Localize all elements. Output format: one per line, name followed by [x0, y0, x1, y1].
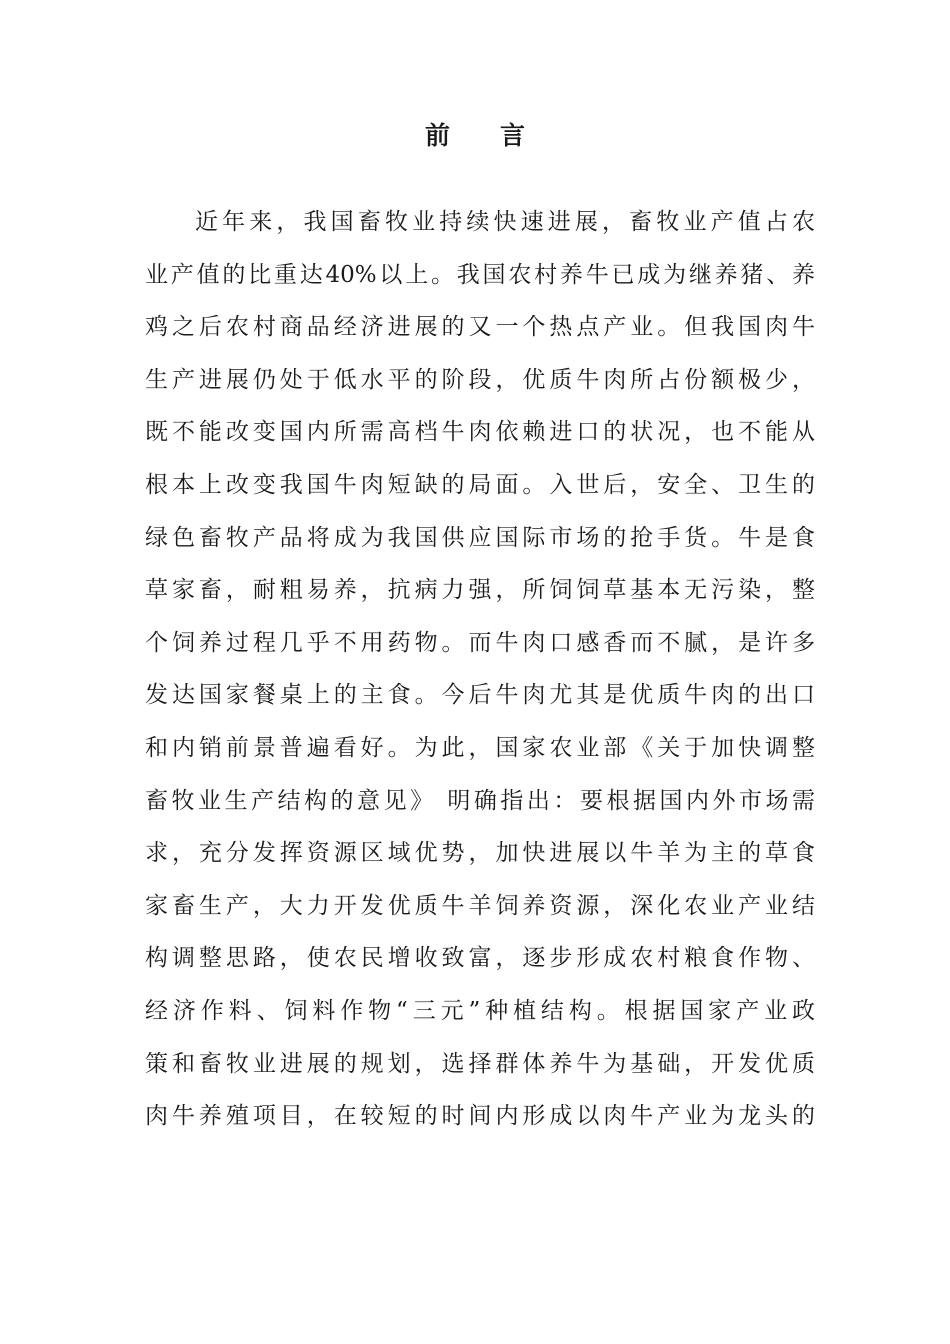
text-line-4: 生产进展仍处于低水平的阶段，优质牛肉所占份额极少， — [145, 366, 815, 393]
text-line-6: 根本上改变我国牛肉短缺的局面。入世后，安全、卫生的 — [145, 471, 815, 498]
text-line-12: 畜牧业生产结构的意见》 明确指出：要根据国内外市场需 — [145, 787, 815, 814]
text-line-14: 家畜生产，大力开发优质牛羊饲养资源，深化农业产业结 — [145, 892, 815, 919]
text-line-2: 业产值的比重达40%以上。我国农村养牛已成为继养猪、养 — [145, 261, 815, 288]
text-line-15: 构调整思路，使农民增收致富，逐步形成农村粮食作物、 — [145, 945, 815, 972]
text-line-10: 发达国家餐桌上的主食。今后牛肉尤其是优质牛肉的出口 — [145, 682, 815, 709]
text-line-13: 求，充分发挥资源区域优势，加快进展以牛羊为主的草食 — [145, 840, 815, 867]
text-line-11: 和内销前景普遍看好。为此，国家农业部《关于加快调整 — [145, 734, 815, 761]
text-line-3: 鸡之后农村商品经济进展的又一个热点产业。但我国肉牛 — [145, 314, 815, 341]
text-line-7: 绿色畜牧产品将成为我国供应国际市场的抢手货。牛是食 — [145, 524, 815, 551]
page-title — [0, 118, 950, 154]
text-line-18: 肉牛养殖项目，在较短的时间内形成以肉牛产业为龙头的 — [145, 1103, 815, 1130]
text-line-1: 近年来，我国畜牧业持续快速进展，畜牧业产值占农 — [195, 209, 815, 235]
title-char-1: 前 — [424, 121, 450, 150]
text-line-17: 策和畜牧业进展的规划，选择群体养牛为基础，开发优质 — [145, 1050, 815, 1077]
text-line-16: 经济作料、饲料作物“三元”种植结构。根据国家产业政 — [145, 997, 815, 1024]
body-paragraph — [145, 196, 815, 1143]
text-line-5: 既不能改变国内所需高档牛肉依赖进口的状况，也不能从 — [145, 419, 815, 446]
title-char-2: 言 — [500, 121, 526, 150]
text-line-9: 个饲养过程几乎不用药物。而牛肉口感香而不腻，是许多 — [145, 629, 815, 656]
text-line-8: 草家畜，耐粗易养，抗病力强，所饲饲草基本无污染，整 — [145, 577, 815, 604]
